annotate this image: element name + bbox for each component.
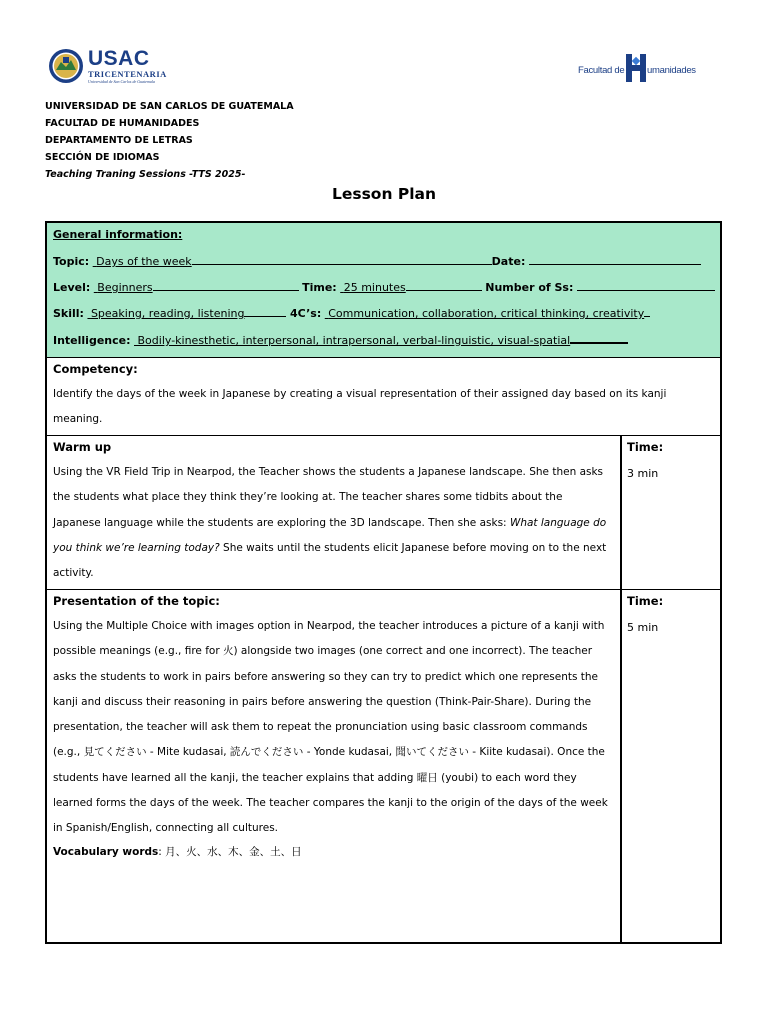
facultad-logo-text-right: umanidades: [647, 65, 696, 76]
warm-up-time-label: Time:: [627, 440, 664, 454]
four-cs-label: 4C’s:: [289, 307, 322, 320]
humanidades-h-icon: [624, 52, 648, 84]
topic-row: [53, 254, 701, 268]
level-row: [53, 280, 715, 294]
presentation-heading: Presentation of the topic:: [53, 594, 220, 608]
presentation-time-value: 5 min: [627, 621, 659, 634]
vocabulary-list: : 月、火、水、木、金、土、日: [158, 846, 302, 858]
time-label-general: Time:: [302, 281, 337, 294]
date-label: Date:: [491, 255, 526, 268]
topic-value: Days of the week: [96, 255, 192, 268]
document-title: Lesson Plan: [331, 185, 437, 203]
general-information-heading: General information:: [53, 228, 183, 241]
presentation-text: Using the Multiple Choice with images option in Nearpod, the teacher introduces a picture of a kanji with possible meanings (e.g., fire for 火) alongside two images (one correct and one incorrect). The teacher asks the students to work in pairs before answering so they can try to predict which one represents the kanji and discuss their reasoning in pairs before answering the question (Think-Pair-Share). During the presentation, the teacher will ask them to repeat the pronunciation using basic classroom commands (e.g., 見てください - Mite kudasai, 読んでください - Yonde kudasai, 聞いてください - Kiite kudasai). Once the students have learned all the kanji, the teacher explains that adding 曜日 (youbi) to each word they learned forms the days of the week. The teacher compares the kanji to the origin of the days of the week in Spanish/English, connecting all cultures.: [53, 620, 608, 835]
presentation-time-label: Time:: [627, 594, 664, 608]
number-of-ss-blank: [577, 280, 715, 291]
time-value-general: 25 minutes: [343, 281, 406, 294]
warm-up-text: Using the VR Field Trip in Nearpod, the Teacher shows the students a Japanese landscape. She then asks the students what place they think they’re looking at. The teacher shares some tidbits about the Japanese language while the students are exploring the 3D landscape. Then she asks: What language do you think we’re learning today? She waits until the students elicit Japanese before moving on to the next activity.: [53, 466, 607, 580]
institution-header: [45, 98, 294, 183]
time-column-divider: [620, 436, 622, 942]
date-blank: [529, 254, 701, 265]
competency-section: [47, 358, 720, 436]
facultad-logo: [578, 52, 708, 86]
lesson-plan-table: [45, 221, 722, 944]
warm-up-question: What language do you think we’re learning today?: [53, 516, 607, 554]
intelligence-value: Bodily-kinesthetic, interpersonal, intrapersonal, verbal-linguistic, visual-spatial: [137, 334, 571, 347]
warm-up-time-value: 3 min: [627, 467, 659, 480]
usac-logo-subtitle: TRICENTENARIA: [88, 69, 167, 79]
university-name: UNIVERSIDAD DE SAN CARLOS DE GUATEMALA: [45, 101, 294, 112]
skill-blank: [244, 306, 286, 317]
skill-label: Skill:: [53, 307, 84, 320]
number-of-ss-label: Number of Ss:: [485, 281, 574, 294]
general-information-section: [47, 223, 720, 358]
vocabulary-label: Vocabulary words: [53, 846, 159, 858]
facultad-logo-text-left: Facultad de: [578, 65, 625, 76]
level-value: Beginners: [97, 281, 153, 294]
topic-label: Topic:: [53, 255, 90, 268]
usac-logo-text: USAC: [88, 47, 150, 70]
vocabulary-words: [53, 842, 613, 862]
level-blank: [153, 280, 299, 291]
warm-up-heading: Warm up: [53, 440, 112, 454]
faculty-name: FACULTAD DE HUMANIDADES: [45, 118, 200, 129]
university-seal-icon: [48, 48, 84, 84]
intelligence-blank: [570, 332, 628, 344]
department-name: DEPARTAMENTO DE LETRAS: [45, 135, 193, 146]
competency-heading: Competency:: [53, 362, 138, 376]
intelligence-label: Intelligence:: [53, 334, 131, 347]
section-name: SECCIÓN DE IDIOMAS: [45, 152, 160, 163]
level-label: Level:: [53, 281, 91, 294]
usac-logo-caption: Universidad de San Carlos de Guatemala: [88, 79, 155, 84]
sessions-name: Teaching Traning Sessions -TTS 2025-: [45, 169, 246, 180]
topic-blank: [192, 254, 492, 265]
four-cs-value: Communication, collaboration, critical thinking, creativity: [328, 307, 645, 320]
skill-row: [53, 306, 650, 320]
time-blank: [406, 280, 482, 291]
usac-logo: [48, 48, 168, 90]
intelligence-row: [53, 332, 628, 347]
competency-text: Identify the days of the week in Japanese by creating a visual representation of their assigned day based on its kanji meaning.: [53, 388, 667, 426]
four-cs-blank: [644, 306, 650, 317]
skill-value: Speaking, reading, listening: [90, 307, 245, 320]
